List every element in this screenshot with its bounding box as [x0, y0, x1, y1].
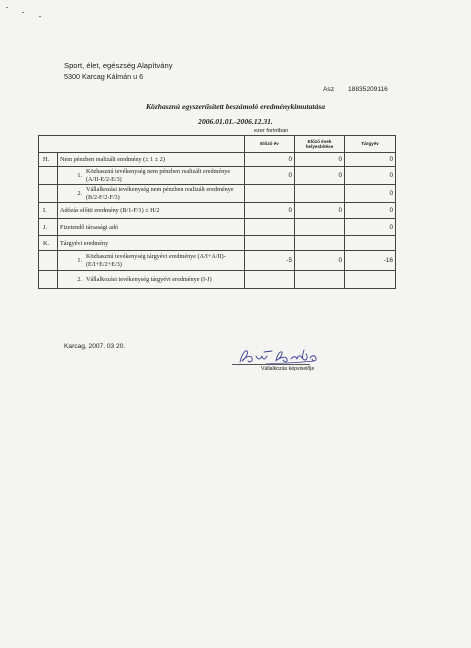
row-label: Vállalkozási tevékenység tárgyévi eredménye (I-J) — [86, 275, 212, 283]
cell-value — [245, 236, 295, 251]
scan-speck — [6, 7, 8, 8]
column-header: Előző év — [245, 136, 295, 153]
row-code: I. — [39, 203, 58, 219]
header-spacer — [39, 136, 245, 153]
row-label-cell — [58, 271, 245, 289]
signature-caption: Vállalkozás képviselője — [261, 366, 315, 372]
organization-address: 5300 Karcag Kálmán u 6 — [64, 72, 144, 81]
row-label: Tárgyévi eredmény — [58, 236, 245, 251]
signature-line — [232, 364, 310, 365]
row-number: 1. — [77, 172, 82, 179]
organization-name: Sport, élet, egészség Alapítvány — [64, 61, 173, 70]
table-row — [39, 236, 396, 251]
cell-value: 0 — [245, 153, 295, 167]
currency-unit: ezer forintban — [254, 128, 289, 134]
scan-speck — [22, 12, 24, 13]
cell-value — [295, 185, 345, 203]
cell-value: 0 — [345, 219, 396, 236]
signing-date: Karcag, 2007. 03 20. — [64, 343, 126, 350]
row-label-cell — [58, 251, 245, 271]
tax-number-value: 18835209116 — [348, 86, 388, 93]
table-row — [39, 219, 396, 236]
row-code: J. — [39, 219, 58, 236]
row-code: K. — [39, 236, 58, 251]
row-number: 2. — [77, 190, 82, 197]
organization-block — [64, 60, 173, 82]
column-header: Tárgyév — [345, 136, 396, 153]
row-code: H. — [39, 153, 58, 167]
cell-value — [345, 236, 396, 251]
row-code — [39, 167, 58, 185]
table-row — [39, 185, 396, 203]
row-label-cell — [58, 167, 245, 185]
cell-value: 0 — [295, 153, 345, 167]
table-header-row — [39, 136, 396, 153]
table-row — [39, 167, 396, 185]
row-label: Közhasznú tevékenység nem pénzben realizált eredménye (A/II-E/2-E/3) — [86, 167, 231, 183]
cell-value — [345, 271, 396, 289]
cell-value: 0 — [245, 203, 295, 219]
row-number: 1. — [77, 257, 82, 264]
cell-value — [245, 219, 295, 236]
tax-number — [323, 86, 388, 93]
row-code — [39, 185, 58, 203]
cell-value — [245, 271, 295, 289]
income-statement-table — [38, 135, 396, 289]
report-title: Közhasznú egyszerűsített beszámoló eredménykimutatása — [145, 102, 326, 111]
row-code — [39, 271, 58, 289]
row-label: Nem pénzben realizált eredmény (± 1 ± 2) — [58, 153, 245, 167]
row-label: Közhasznú tevékenység tárgyévi eredménye (A/I+A/II)-(E/I+E/2+E/3) — [86, 252, 226, 268]
report-period: 2006.01.01.-2006.12.31. — [198, 117, 273, 126]
tax-number-label: Asz — [323, 86, 334, 93]
cell-value: 0 — [245, 167, 295, 185]
row-label: Adózás előtti eredmény (B/1-F/1) ± H/2 — [58, 203, 245, 219]
row-label: Fizetendő társasági adó — [58, 219, 245, 236]
table-row — [39, 153, 396, 167]
cell-value: 0 — [345, 167, 396, 185]
table-row — [39, 271, 396, 289]
column-header: Előző évek helyesbítése — [295, 136, 345, 153]
cell-value — [295, 236, 345, 251]
row-label: Vállalkozási tevékenység nem pénzben realizált eredménye (B/2-F/2-F/3) — [86, 185, 234, 201]
cell-value: 0 — [345, 185, 396, 203]
cell-value — [245, 185, 295, 203]
cell-value: -5 — [245, 251, 295, 271]
cell-value: 0 — [345, 203, 396, 219]
cell-value: 0 — [345, 153, 396, 167]
row-number: 2. — [77, 276, 82, 283]
cell-value — [295, 219, 345, 236]
cell-value — [295, 271, 345, 289]
cell-value: 0 — [295, 251, 345, 271]
table-row — [39, 203, 396, 219]
row-code — [39, 251, 58, 271]
row-label-cell — [58, 185, 245, 203]
cell-value: 0 — [295, 167, 345, 185]
table-row — [39, 251, 396, 271]
scan-speck — [39, 16, 41, 17]
cell-value: -16 — [345, 251, 396, 271]
cell-value: 0 — [295, 203, 345, 219]
